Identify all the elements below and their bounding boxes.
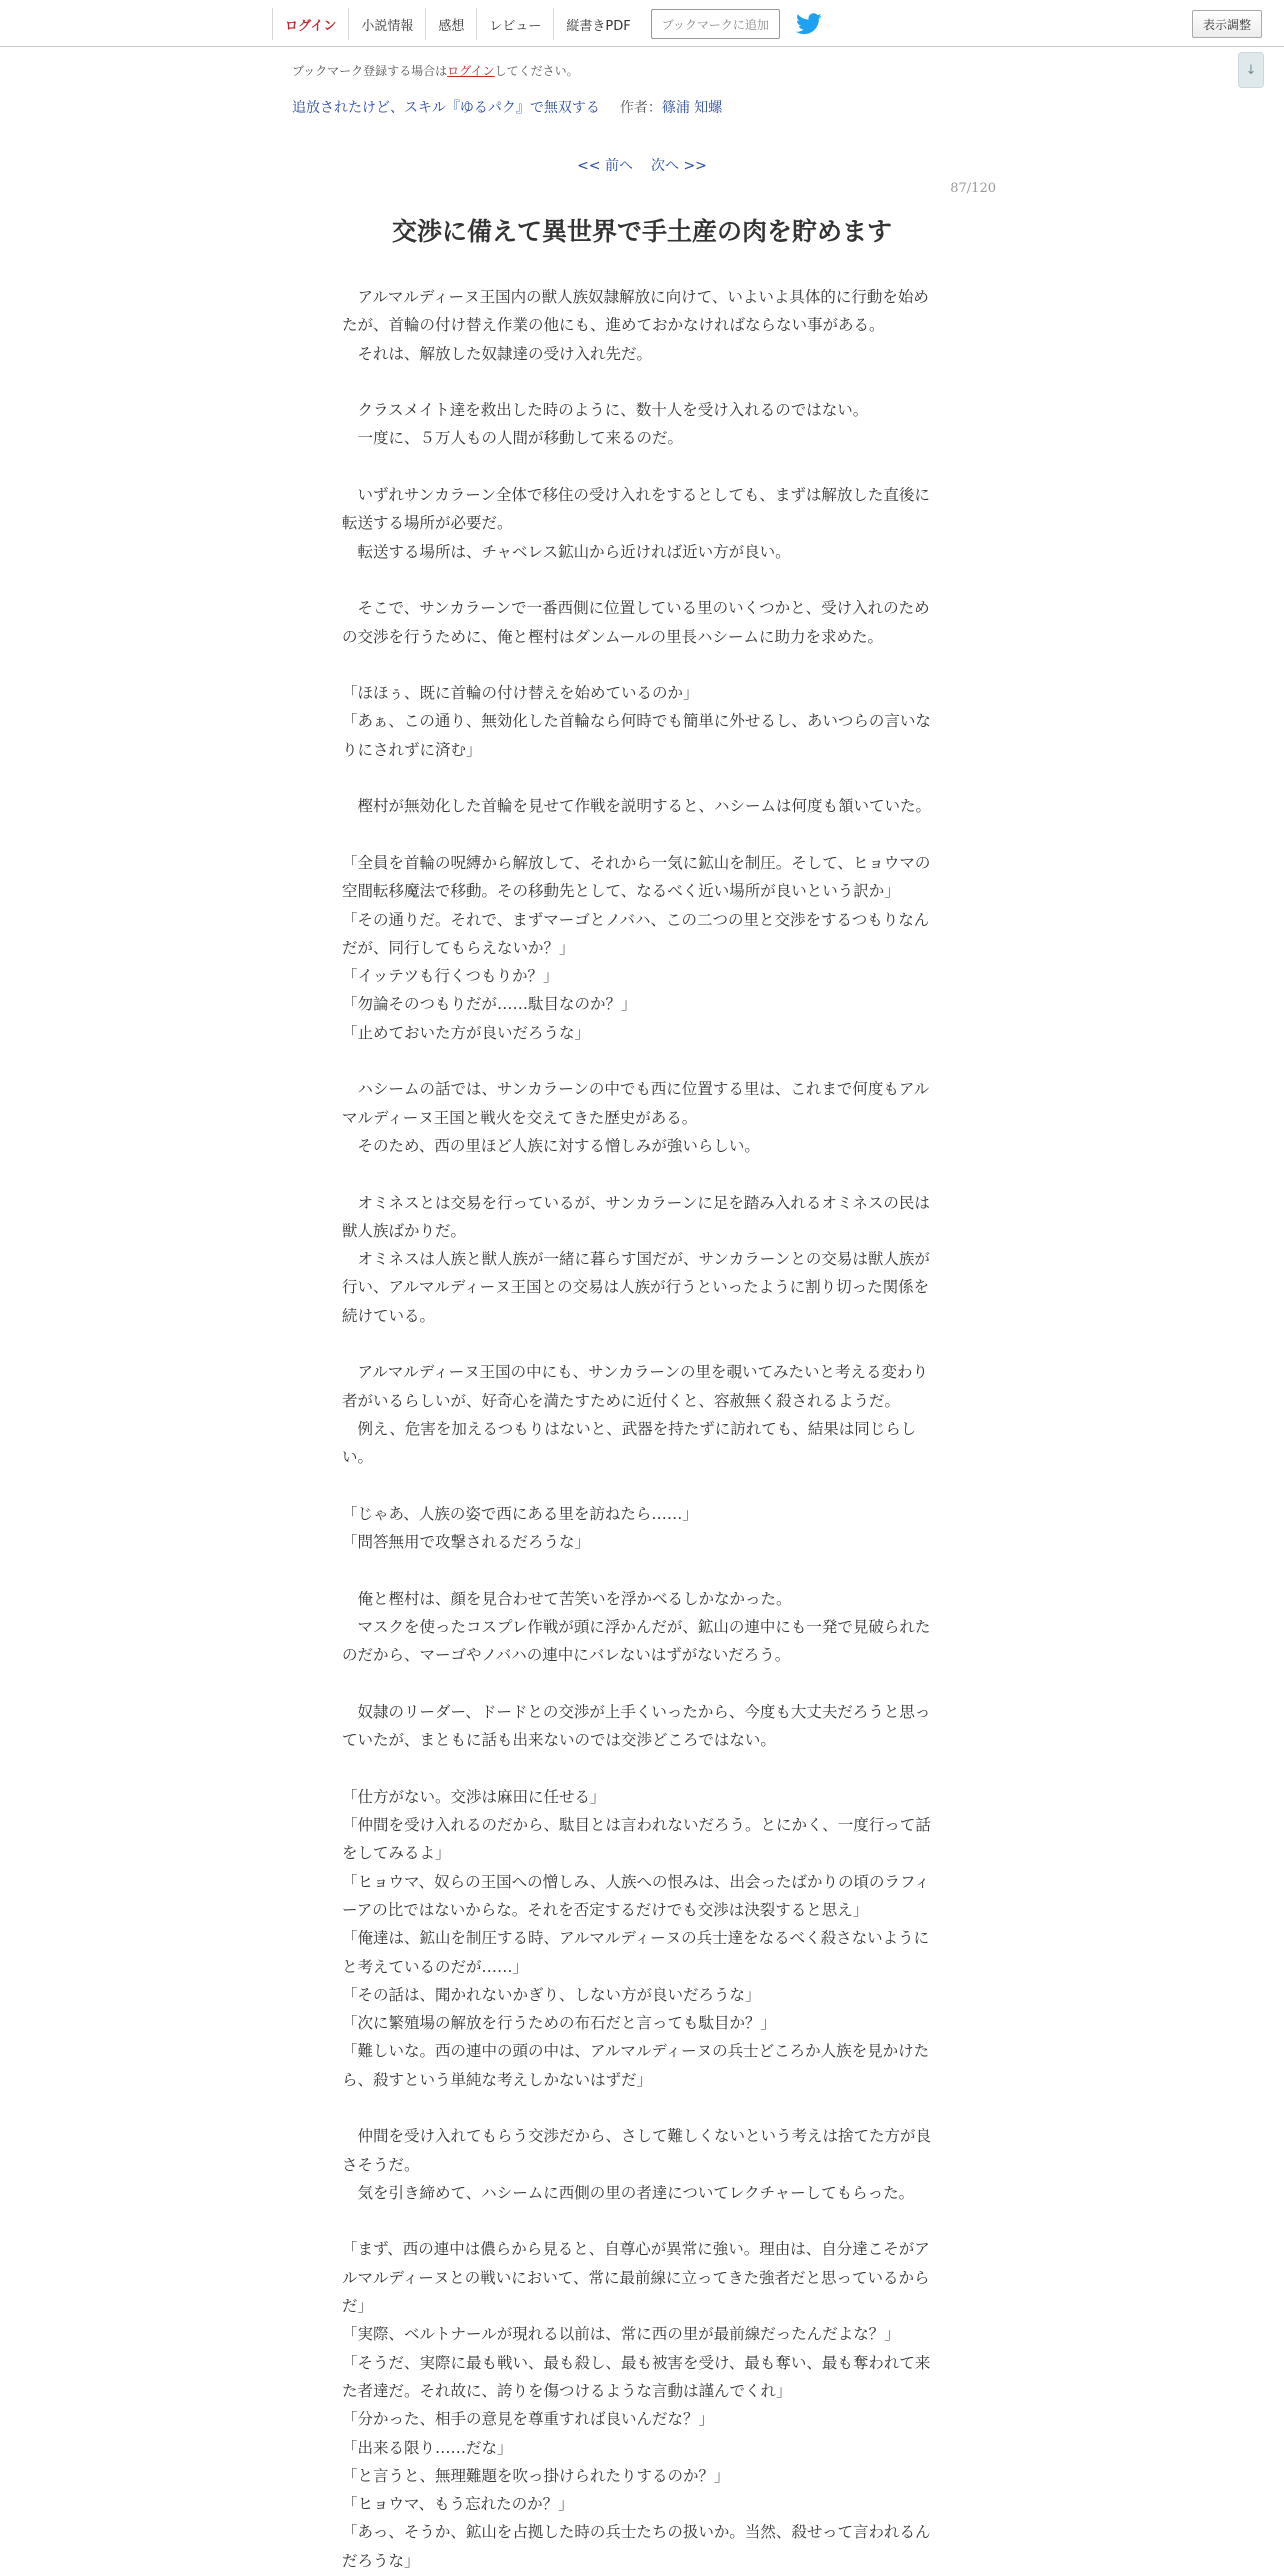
body-paragraph: 「出来る限り……だな」	[342, 2438, 513, 2457]
blank-line	[342, 1330, 942, 1358]
body-paragraph: 転送する場所は、チャベレス鉱山から近ければ近い方が良い。	[342, 542, 791, 561]
body-paragraph: オミネスは人族と獣人族が一緒に暮らす国だが、サンカラーンとの交易は獣人族が行い、アルマルディーヌ王国との交易は人族が行うといったように割り切った関係を続けている。	[342, 1250, 930, 1325]
body-paragraph: そのため、西の里ほど人族に対する憎しみが強いらしい。	[342, 1136, 760, 1155]
body-paragraph: 「と言うと、無理難題を吹っ掛けられたりするのか？」	[342, 2466, 730, 2485]
body-paragraph: 「そうだ、実際に最も戦い、最も殺し、最も被害を受け、最も奪い、最も奪われて来た者達だ。それ故に、誇りを傷つけるような言動は謹んでくれ」	[342, 2353, 931, 2400]
chapter-number: 87/120	[950, 181, 996, 196]
body-paragraph: 仲間を受け入れてもらう交渉だから、さして難しくないという考えは捨てた方が良さそうだ。	[342, 2127, 932, 2174]
body-paragraph: 「難しいな。西の連中の頭の中は、アルマルディーヌの兵士どころか人族を見かけたら、殺すという単純な考えしかないはずだ」	[342, 2042, 930, 2089]
blank-line	[342, 566, 942, 594]
body-paragraph: 「その話は、聞かれないかぎり、しない方が良いだろうな」	[342, 1985, 761, 2004]
blank-line	[342, 651, 942, 679]
body-paragraph: 「その通りだ。それで、まずマーゴとノバハ、この二つの里と交渉をするつもりなんだが、同行してもらえないか？」	[342, 910, 930, 957]
body-paragraph: 「俺達は、鉱山を制圧する時、アルマルディーヌの兵士達をなるべく殺さないようにと考えているのだが……」	[342, 1929, 930, 1976]
prev-chapter-link[interactable]: << 前へ	[577, 158, 633, 174]
body-paragraph: 「じゃあ、人族の姿で西にある里を訪ねたら……」	[342, 1504, 698, 1523]
body-paragraph: 「ほほぅ、既に首輪の付け替えを始めているのか」	[342, 684, 699, 703]
series-title-link[interactable]: 追放されたけど、スキル『ゆるパク』で無双する	[292, 100, 600, 116]
body-paragraph: クラスメイト達を救出した時のように、数十人を受け入れるのではない。	[342, 401, 869, 420]
blank-line	[342, 453, 942, 481]
blank-line	[342, 368, 942, 396]
bookmark-login-notice	[292, 62, 579, 79]
blank-line	[342, 821, 942, 849]
body-paragraph: ハシームの話では、サンカラーンの中でも西に位置する里は、これまで何度もアルマルディーヌ王国と戦火を交えてきた歴史がある。	[342, 1080, 930, 1127]
body-paragraph: 「勿論そのつもりだが……駄目なのか？」	[342, 995, 637, 1014]
author-name-link[interactable]: 篠浦 知螺	[661, 100, 723, 116]
novel-header	[292, 97, 722, 117]
body-paragraph: それは、解放した奴隷達の受け入れ先だ。	[342, 344, 653, 363]
body-paragraph: 俺と樫村は、顔を見合わせて苦笑いを浮かべるしかなかった。	[342, 1589, 792, 1608]
main-nav	[272, 8, 822, 40]
body-paragraph: 「問答無用で攻撃されるだろうな」	[342, 1533, 591, 1552]
blank-line	[342, 1670, 942, 1698]
next-chapter-link[interactable]: 次へ >>	[651, 158, 707, 174]
author-label: 作者：	[619, 100, 662, 116]
top-navigation-bar	[0, 0, 1284, 47]
body-paragraph: いずれサンカラーン全体で移住の受け入れをするとしても、まずは解放した直後に転送する場所が必要だ。	[342, 486, 930, 533]
body-paragraph: 「まず、西の連中は儂らから見ると、自尊心が異常に強い。理由は、自分達こそがアルマルディーヌとの戦いにおいて、常に最前線に立ってきた強者だと思っているからだ」	[342, 2240, 930, 2316]
notice-text-before: ブックマーク登録する場合は	[292, 64, 448, 78]
body-paragraph: 一度に、５万人もの人間が移動して来るのだ。	[342, 429, 684, 448]
body-paragraph: アルマルディーヌ王国内の獣人族奴隷解放に向けて、いよいよ具体的に行動を始めたが、首輪の付け替え作業の他にも、進めておかなければならない事がある。	[342, 288, 929, 335]
body-paragraph: 「次に繁殖場の解放を行うための布石だと言っても駄目か？」	[342, 2014, 777, 2033]
chapter-title: 交渉に備えて異世界で手土産の肉を貯めます	[391, 217, 892, 246]
add-bookmark-button[interactable]: ブックマークに追加	[651, 9, 780, 39]
body-paragraph: 「イッテツも行くつもりか？」	[342, 967, 559, 986]
blank-line	[342, 2207, 942, 2235]
blank-line	[342, 1471, 942, 1499]
body-paragraph: アルマルディーヌ王国の中にも、サンカラーンの里を覗いてみたいと考える変わり者がいるらしいが、好奇心を満たすために近付くと、容赦無く殺されるようだ。	[342, 1363, 929, 1410]
body-paragraph: 「止めておいた方が良いだろうな」	[342, 1023, 591, 1042]
body-paragraph: 「仲間を受け入れるのだから、駄目とは言われないだろう。とにかく、一度行って話をしてみるよ」	[342, 1816, 931, 1863]
body-paragraph: 気を引き締めて、ハシームに西側の里の者達についてレクチャーしてもらった。	[342, 2183, 915, 2202]
twitter-bird-icon	[796, 13, 822, 35]
chapter-pager	[0, 155, 1284, 175]
novel-body-text	[342, 283, 942, 2575]
body-paragraph: 「あぁ、この通り、無効化した首輪なら何時でも簡単に外せるし、あいつらの言いなりにされずに済む」	[342, 712, 931, 759]
body-paragraph: 例え、危害を加えるつもりはないと、武器を持たずに訪れても、結果は同じらしい。	[342, 1419, 917, 1467]
notice-login-link[interactable]: ログイン	[447, 64, 495, 78]
blank-line	[342, 1047, 942, 1075]
body-paragraph: 「あっ、そうか、鉱山を占拠した時の兵士たちの扱いか。当然、殺せって言われるんだろうな」	[342, 2523, 931, 2570]
body-paragraph: 「ヒョウマ、奴らの王国への憎しみ、人族への恨みは、出会ったばかりの頃のラフィーアの比ではないからな。それを否定するだけでも交渉は決裂すると思え」	[342, 1872, 930, 1919]
scroll-arrow-icon[interactable]: ↓	[1238, 52, 1264, 88]
body-paragraph: 「全員を首輪の呪縛から解放して、それから一気に鉱山を制圧。そして、ヒョウマの空間転移魔法で移動。その移動先として、なるべく近い場所が良いという訳か」	[342, 853, 931, 901]
blank-line	[342, 1556, 942, 1584]
nav-impressions-link[interactable]: 感想	[425, 8, 476, 40]
body-paragraph: 樫村が無効化した首輪を見せて作戦を説明すると、ハシームは何度も頷いていた。	[342, 797, 932, 816]
body-paragraph: そこで、サンカラーンで一番西側に位置している里のいくつかと、受け入れのための交渉を行うために、俺と樫村はダンムールの里長ハシームに助力を求めた。	[342, 599, 930, 646]
nav-novel-info-link[interactable]: 小説情報	[348, 8, 425, 40]
notice-text-after: してください。	[494, 64, 579, 78]
body-paragraph: マスクを使ったコスプレ作戦が頭に浮かんだが、鉱山の連中にも一発で見破られたのだから、マーゴやノバハの連中にバレないはずがないだろう。	[342, 1617, 931, 1665]
nav-review-link[interactable]: レビュー	[476, 8, 553, 40]
body-paragraph: 「実際、ベルトナールが現れる以前は、常に西の里が最前線だったんだよな？」	[342, 2325, 900, 2344]
body-paragraph: 「仕方がない。交渉は麻田に任せる」	[342, 1787, 606, 1806]
body-paragraph: オミネスとは交易を行っているが、サンカラーンに足を踏み入れるオミネスの民は獣人族ばかりだ。	[342, 1193, 930, 1240]
blank-line	[342, 2094, 942, 2122]
blank-line	[342, 1160, 942, 1188]
twitter-share-link[interactable]	[796, 13, 822, 35]
body-paragraph: 「分かった、相手の意見を尊重すれば良いんだな？」	[342, 2410, 715, 2429]
blank-line	[342, 1754, 942, 1782]
nav-login-link[interactable]: ログイン	[272, 8, 348, 40]
body-paragraph: 「ヒョウマ、もう忘れたのか？」	[342, 2495, 574, 2514]
blank-line	[342, 764, 942, 792]
display-settings-button[interactable]: 表示調整	[1192, 10, 1262, 38]
nav-vertical-pdf-link[interactable]: 縦書きPDF	[553, 8, 642, 40]
body-paragraph: 奴隷のリーダー、ドードとの交渉が上手くいったから、今度も大丈夫だろうと思っていたが、まともに話も出来ないのでは交渉どころではない。	[342, 1702, 931, 1750]
